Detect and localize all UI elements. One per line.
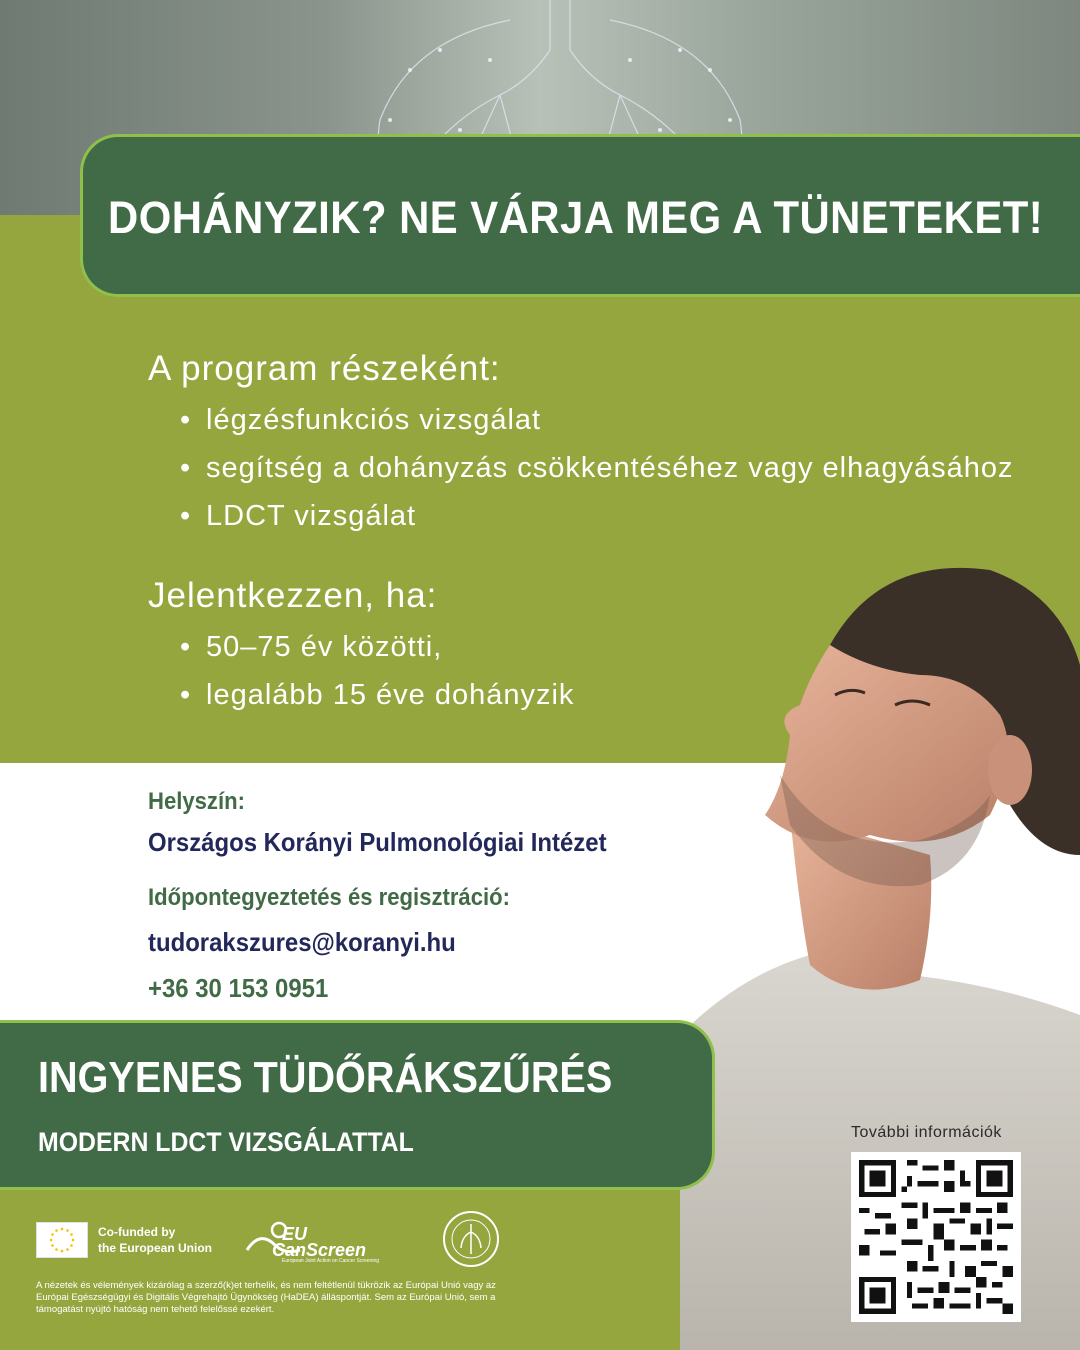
qr-label: További információk (851, 1124, 1002, 1141)
list-item: • légzésfunkciós vizsgálat (180, 396, 1014, 444)
program-heading: A program részeként: (148, 349, 501, 388)
location-label: Helyszín: (148, 788, 245, 815)
banner-subtitle: MODERN LDCT VIZSGÁLATTAL (38, 1127, 414, 1157)
email-link[interactable]: tudorakszures@koranyi.hu (148, 927, 456, 957)
eu-flag-logo (36, 1222, 88, 1258)
bullet-icon: • (180, 452, 192, 484)
eligibility-heading: Jelentkezzen, ha: (148, 576, 438, 615)
registration-label: Időpontegyeztetés és regisztráció: (148, 884, 510, 911)
list-item: • legalább 15 éve dohányzik (180, 671, 574, 719)
canscreen-tagline: European Joint Action on Cancer Screening (282, 1258, 380, 1264)
bullet-icon: • (180, 631, 192, 663)
eligibility-list (180, 623, 574, 719)
location-value: Országos Korányi Pulmonológiai Intézet (148, 827, 607, 857)
phone-link[interactable]: +36 30 153 0951 (148, 973, 329, 1003)
canscreen-wordmark: EU CanScreen (272, 1224, 367, 1260)
list-item: • 50–75 év közötti, (180, 623, 574, 671)
list-item: • segítség a dohányzás csökkentéséhez vagy elhagyásához (180, 444, 1014, 492)
institute-seal-logo (442, 1210, 500, 1268)
program-list (180, 396, 1014, 540)
qr-code[interactable] (851, 1152, 1021, 1322)
bullet-icon: • (180, 679, 192, 711)
disclaimer-text: A nézetek és vélemények kizárólag a szerző(k)et terhelik, és nem feltétlenül tükrözik az Európai Unió vagy az Európai Egészségügyi és Digitális Végrehajtó Ügynökség (HaDEA) álláspontját. Sem az Európai Unió, sem a támogatást nyújtó hatóság nem tehető felelőssé ezekért. (36, 1280, 496, 1315)
bullet-icon: • (180, 404, 192, 436)
page-title: DOHÁNYZIK? NE VÁRJA MEG A TÜNETEKET! (108, 192, 1044, 243)
qr-code-icon (859, 1160, 1013, 1314)
eu-stars-icon (37, 1223, 87, 1257)
list-item: • LDCT vizsgálat (180, 492, 1014, 540)
banner-title: INGYENES TÜDŐRÁKSZŰRÉS (38, 1053, 613, 1102)
bullet-icon: • (180, 500, 192, 532)
eu-cofunded-text: Co-funded by the European Union (98, 1225, 212, 1255)
